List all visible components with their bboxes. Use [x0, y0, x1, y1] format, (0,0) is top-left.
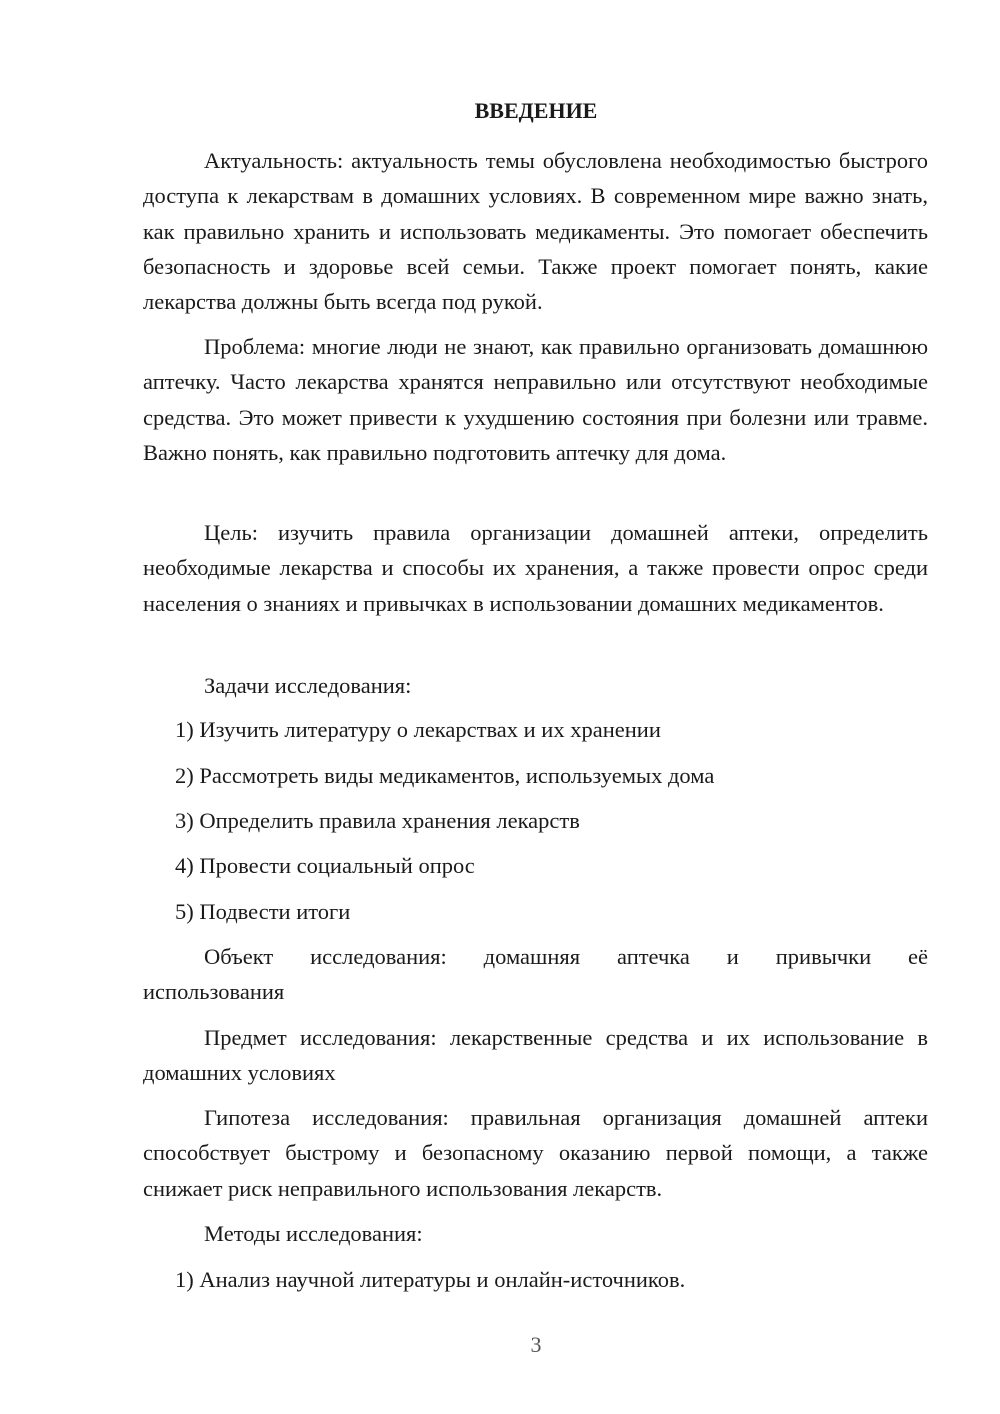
- paragraph-problem: Проблема: многие люди не знают, как правильно организовать домашнюю аптечку. Часто лекарства хранятся неправильно или отсутствуют необходимые средства. Это может привести к ухудшению состояния при болезни или травме. Важно понять, как правильно подготовить аптечку для дома.: [143, 334, 928, 465]
- task-item: 3) Определить правила хранения лекарств: [175, 808, 580, 833]
- task-item: 5) Подвести итоги: [175, 899, 351, 924]
- paragraph-subject: Предмет исследования: лекарственные средства и их использование в домашних условиях: [143, 1025, 928, 1086]
- task-item: 2) Рассмотреть виды медикаментов, используемых дома: [175, 763, 715, 788]
- page-number: 3: [530, 1332, 542, 1357]
- paragraph-goal: Цель: изучить правила организации домашней аптеки, определить необходимые лекарства и способы их хранения, а также провести опрос среди населения о знаниях и привычках в использовании домашних медикаментов.: [143, 520, 928, 616]
- task-item: 1) Изучить литературу о лекарствах и их хранении: [175, 717, 661, 742]
- methods-heading: Методы исследования:: [204, 1221, 423, 1246]
- tasks-heading: Задачи исследования:: [204, 673, 412, 698]
- method-item: 1) Анализ научной литературы и онлайн-источников.: [175, 1267, 686, 1292]
- paragraph-relevance: Актуальность: актуальность темы обусловлена необходимостью быстрого доступа к лекарствам в домашних условиях. В современном мире важно знать, как правильно хранить и использовать медикаменты. Это помогает обеспечить безопасность и здоровье всей семьи. Также проект помогает понять, какие лекарства должны быть всегда под рукой.: [143, 148, 928, 315]
- paragraph-hypothesis: Гипотеза исследования: правильная организация домашней аптеки способствует быстрому и безопасному оказанию первой помощи, а также снижает риск неправильного использования лекарств.: [143, 1105, 928, 1201]
- paragraph-object: Объект исследования: домашняя аптечка и привычки её использования: [143, 944, 928, 1005]
- section-title: ВВЕДЕНИЕ: [474, 98, 598, 123]
- task-item: 4) Провести социальный опрос: [175, 853, 475, 878]
